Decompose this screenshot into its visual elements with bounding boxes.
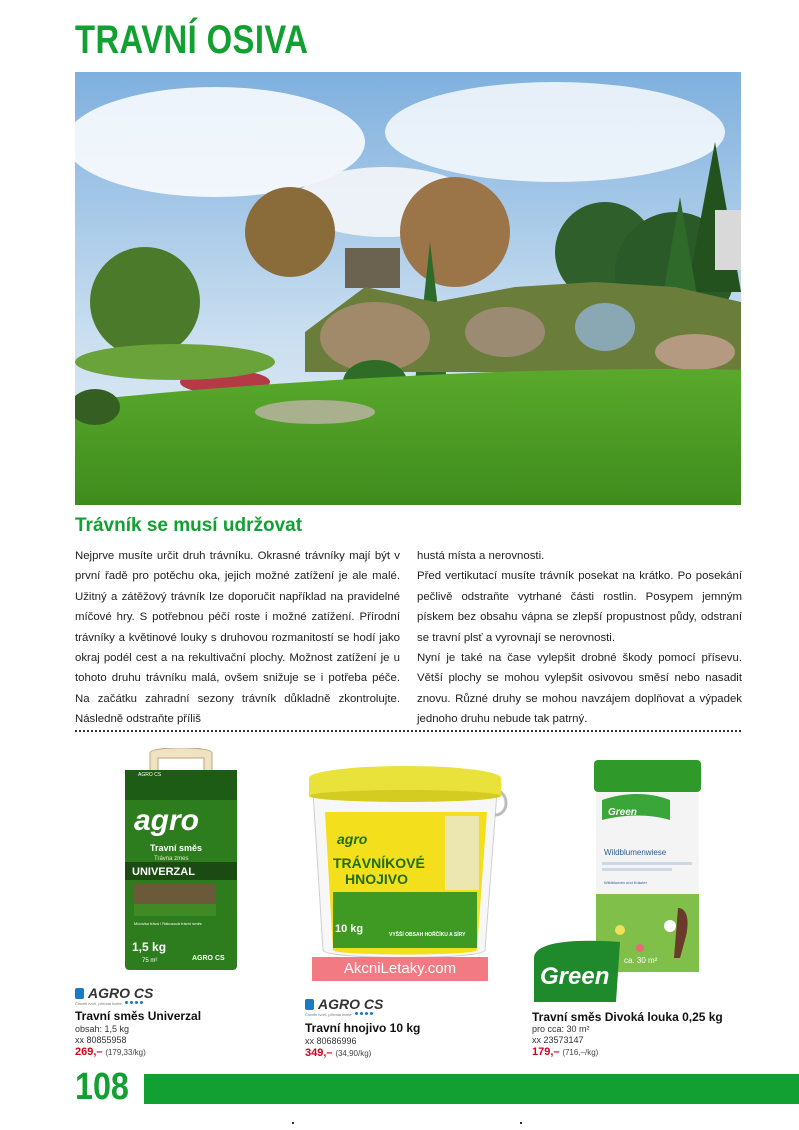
pack-weight: 10 kg (335, 923, 364, 935)
pack-logo: agro (337, 831, 368, 847)
unit-price: (179,33/kg) (105, 1048, 146, 1057)
article-right-column (417, 546, 742, 730)
pack-sub: Mícovka tráva / Rákosová trávní směs (134, 921, 202, 926)
footer-dot (292, 1122, 294, 1124)
product-name: Travní směs Univerzal (75, 1009, 202, 1023)
pack-line2: HNOJIVO (345, 871, 409, 887)
unit-price: (716,–/kg) (562, 1048, 599, 1057)
pack-line1: Wildblumenwiese (604, 848, 667, 857)
product-price (532, 1046, 598, 1058)
footer-bar (144, 1074, 799, 1104)
unit-price: (34,90/kg) (335, 1049, 372, 1058)
brand-tagline: Člověk tvoří, příroda kvete (75, 1001, 122, 1006)
brand-name: AGRO CS (318, 996, 384, 1012)
price-value: 269,– (75, 1046, 103, 1058)
pack-line1: TRÁVNÍKOVÉ (333, 855, 425, 871)
product-meta: obsah: 1,5 kg (75, 1024, 130, 1034)
pack-maker-tag: AGRO CS (138, 772, 162, 778)
page-number: 108 (75, 1066, 129, 1108)
watermark: AkcniLetaky.com (312, 957, 488, 981)
pack-weight: 1,5 kg (132, 940, 167, 954)
dotted-divider (75, 730, 741, 732)
product-image-divoka-louka (530, 758, 705, 1006)
article-paragraph: Nyní je také na čase vylepšit drobné škody pomocí přísevu. Větší plochy se mohou vylepšit osivovou směsí nebo nasadit znovu. Různé druhy se mohou navzájem doplňovat a výpadek jednoho druhu nebude tak patrný. (417, 652, 742, 726)
brand-tagline: Člověk tvoří, příroda kvete (305, 1012, 352, 1017)
brand-dots-icon (355, 1012, 373, 1015)
product-code: xx 80855958 (75, 1035, 127, 1045)
product-code: xx 80686996 (305, 1036, 357, 1046)
product-price (305, 1047, 371, 1059)
product-image-hnojivo (305, 760, 510, 965)
agro-cs-icon (75, 988, 84, 999)
pack-sub: Wildblumen und Kräuter (604, 880, 647, 885)
pack-logo: Green (608, 807, 637, 818)
pack-area: ca. 30 m² (624, 956, 658, 965)
agro-cs-icon (305, 999, 314, 1010)
article-paragraph: hustá místa a nerovnosti. (417, 550, 545, 562)
pack-sub: VYŠŠÍ OBSAH HOŘČÍKU A SÍRY (389, 932, 466, 938)
brand-logo-agro-cs (75, 985, 154, 1006)
article-paragraph: Před vertikutací musíte trávník posekat na krátko. Po posekání pečlivě odstraňte vytrhané části rostlin. Posypem jemným pískem bez obsahu vápna se zlepší propustnost půdy, odstraní se travní plsť a vyrovnají se nerovnosti. (417, 570, 742, 644)
article-heading: Trávník se musí udržovat (75, 515, 303, 536)
article-paragraph: Nejprve musíte určit druh trávníku. Okrasné trávníky mají být v první řadě pro potěchu oka, jejich možné zatížení je ale malé. Užitný a zátěžový trávník lze doporučit například na pravidelné míčové hry. S potřebnou péčí roste i možné zatížení. Přírodní trávníky a květinové louky s druhovou rozmanitostí se hodí jako okraj podél cest a na rekultivační plochy. Možnost zatížení je u tohoto druhu trávníku malá, ovšem snižuje se i potřeba péče. Na začátku zahradní sezony trávník důkladně zkontrolujte. Následně odstraňte příliš (75, 550, 400, 726)
pack-line2: Trávna zmes (154, 856, 189, 862)
price-value: 179,– (532, 1046, 560, 1058)
product-name: Travní hnojivo 10 kg (305, 1021, 421, 1035)
footer-dot (520, 1122, 522, 1124)
pack-area: 75 m² (142, 958, 158, 964)
product-price (75, 1046, 146, 1058)
brand-name: AGRO CS (88, 985, 154, 1001)
product-image-univerzal (120, 748, 242, 973)
product-code: xx 23573147 (532, 1035, 584, 1045)
brand-dots-icon (125, 1001, 143, 1004)
article-left-column (75, 546, 400, 730)
pack-band: UNIVERZAL (132, 866, 195, 878)
page-title: TRAVNÍ OSIVA (75, 18, 309, 62)
garden-lawn-photo (75, 72, 741, 505)
product-meta: pro cca: 30 m² (532, 1024, 590, 1034)
product-name: Travní směs Divoká louka 0,25 kg (532, 1010, 723, 1024)
green-brand-logo: Green (540, 963, 610, 990)
pack-logo: agro (134, 804, 200, 837)
price-value: 349,– (305, 1047, 333, 1059)
brand-logo-agro-cs (305, 996, 384, 1017)
pack-line1: Travní směs (150, 843, 203, 853)
pack-maker: AGRO CS (192, 955, 225, 962)
